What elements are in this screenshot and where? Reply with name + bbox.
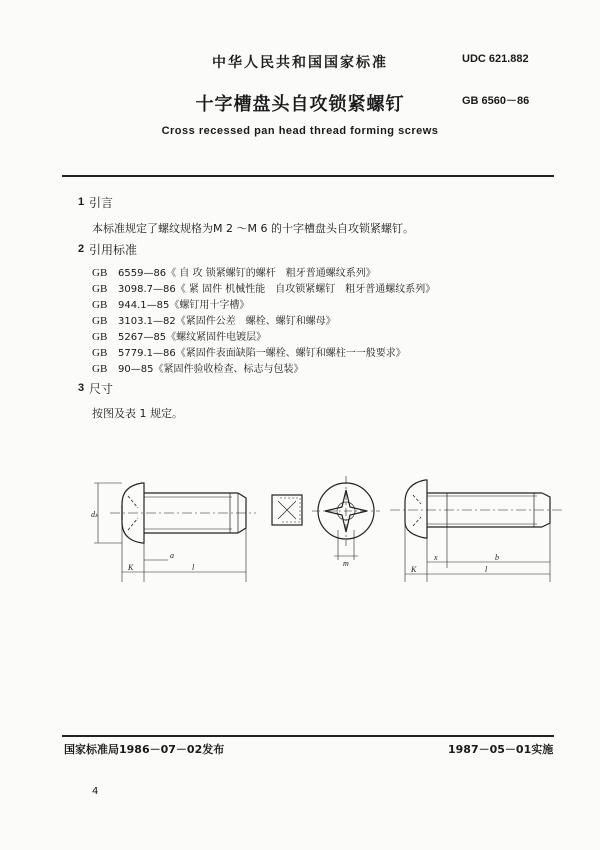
section-2-number: 2 [78,243,85,255]
standard-header-title: 中华人民共和国国家标准 [212,55,388,71]
reference-item: GB 944.1—85《螺钉用十字槽》 [92,299,250,311]
reference-item: GB 6559—86《 自 攻 锁紧螺钉的螺杆 粗牙普通螺纹系列》 [92,267,376,279]
section-3-number: 3 [78,382,85,394]
screw-side-view-left [94,483,256,582]
reference-item: GB 5779.1—86《紧固件表面缺陷一螺栓、螺钉和螺柱一一般要求》 [92,347,406,359]
page-number: 4 [92,786,99,797]
issue-date: 国家标准局1986－07－02发布 [64,743,225,756]
reference-item: GB 5267—85《螺纹紧固件电镀层》 [92,331,267,343]
reference-item: GB 90—85《紧固件验收检查、标志与包装》 [92,363,304,375]
footer-divider [62,735,554,737]
section-3-title: 尺寸 [89,382,114,396]
dim-label-a: a [170,551,174,560]
dim-label-dk: dₖ [91,510,99,519]
dim-label-l: l [192,563,195,572]
reference-item: GB 3098.7—86《 紧 固件 机械性能 自攻锁紧螺钉 粗牙普通螺纹系列》 [92,283,436,295]
dim-label-k: K [411,565,417,574]
document-title: 十字槽盘头自攻锁紧螺钉 [195,94,405,115]
dim-label-l: l [485,565,488,574]
dim-label-x: x [434,553,438,562]
document-title-english: Cross recessed pan head thread forming screws [161,125,439,137]
recess-end-view [272,495,302,525]
section-1-title: 引言 [89,196,114,210]
gb-number: GB 6560－86 [462,95,530,107]
dim-label-m: m [343,559,349,568]
dim-label-b: b [495,553,499,562]
section-2-title: 引用标准 [89,243,138,257]
head-top-view [312,476,380,560]
udc-code: UDC 621.882 [462,53,529,65]
reference-item: GB 3103.1—82《紧固件公差 螺栓、螺钉和螺母》 [92,315,336,327]
header-divider [62,175,554,177]
screw-drawing [80,460,570,590]
section-3-text: 按图及表 1 规定。 [92,407,183,420]
effective-date: 1987－05－01实施 [448,743,554,756]
dim-label-k: K [128,563,134,572]
section-1-text: 本标准规定了螺纹规格为M 2 ～M 6 的十字槽盘头自攻锁紧螺钉。 [92,222,414,235]
section-1-number: 1 [78,196,85,208]
